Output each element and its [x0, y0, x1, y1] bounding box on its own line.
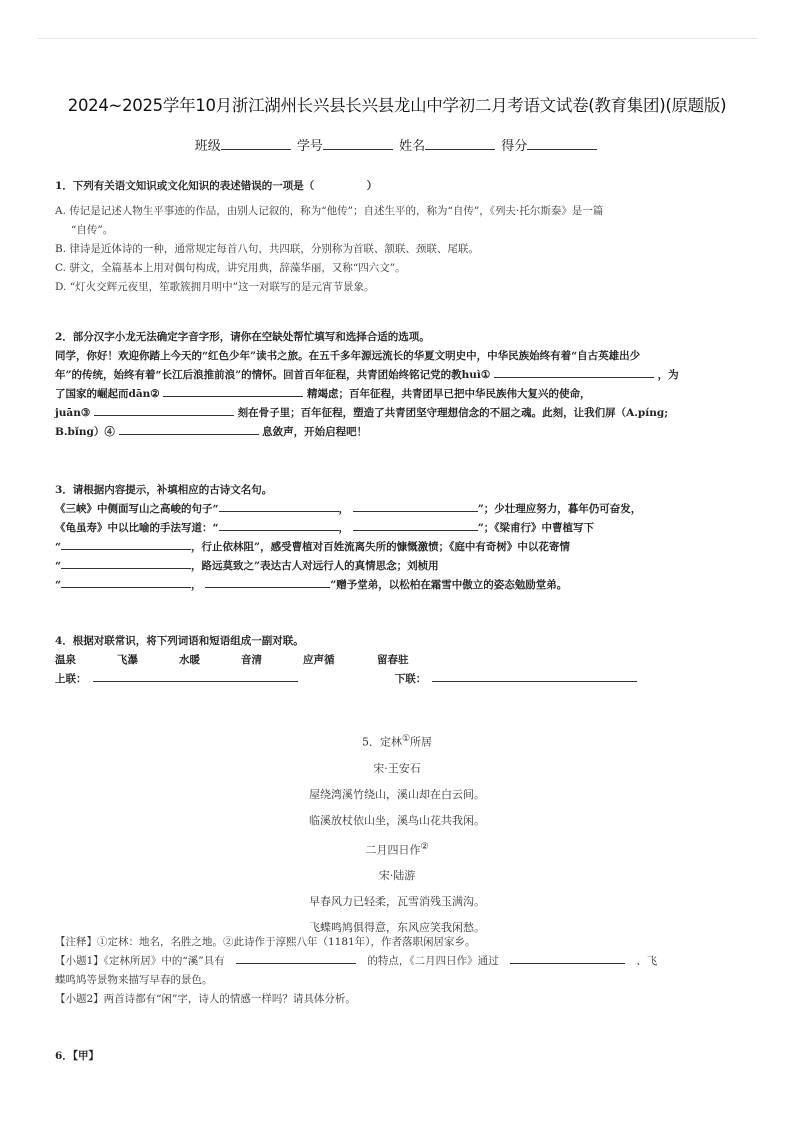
q3-blank-5[interactable] — [61, 538, 191, 550]
q2-blank-3[interactable] — [94, 404, 234, 416]
q1-option-b: B. 律诗是近体诗的一种，通常规定每首八句，共四联，分别称为首联、颔联、颈联、尾联。 — [55, 243, 479, 255]
question-3 — [55, 481, 745, 595]
page-title: 2024~2025学年10月浙江湖州长兴县长兴县龙山中学初二月考语文试卷(教育集团)(原题版) — [67, 96, 727, 115]
q3-line-1: 《三峡》中侧面写山之高峻的句子“ ， ”；少壮理应努力，暮年仍可奋发， — [55, 500, 745, 519]
q4-word-list — [55, 651, 745, 670]
q1-option-a: A. 传记是记述人物生平事迹的作品，由别人记叙的，称为“他传”；自述生平的，称为“自传”，《列夫·托尔斯泰》是一篇 — [55, 205, 604, 217]
q4-word: 应声循 — [303, 654, 335, 666]
q3-blank-6[interactable] — [61, 557, 191, 569]
q3-blank-1[interactable] — [219, 500, 339, 512]
id-label: 学号 — [296, 139, 323, 154]
name-label: 姓名 — [399, 139, 426, 154]
question-1 — [55, 177, 745, 297]
q4-word: 留春驻 — [377, 654, 409, 666]
upper-couplet-label: 上联： — [55, 673, 87, 685]
q1-option-d: D. “灯火交辉元夜里，笙歌簇拥月明中”这一对联写的是元宵节景象。 — [55, 281, 375, 293]
q1-option-c: C. 骈文，全篇基本上用对偶句构成，讲究用典，辞藻华丽，又称“四六文”。 — [55, 262, 406, 274]
subq1-blank-1[interactable] — [236, 952, 356, 964]
score-label: 得分 — [501, 139, 528, 154]
poem-2-title: 二月四日作② — [365, 841, 429, 857]
student-info-row — [0, 135, 794, 154]
q3-stem: 3．请根据内容提示，补填相应的古诗文名句。 — [55, 484, 273, 496]
q1-stem: 1．下列有关语文知识或文化知识的表述错误的一项是（ ） — [55, 180, 378, 192]
subquestion-1-cont: 蝶鸣鸠等景物来描写早春的景色。 — [55, 974, 213, 986]
q4-word: 温泉 — [55, 654, 76, 666]
id-blank — [323, 137, 393, 150]
name-blank — [425, 137, 495, 150]
poem-1-line-1: 屋绕湾溪竹绕山，溪山却在白云间。 — [309, 787, 485, 801]
q3-blank-7[interactable] — [61, 576, 191, 588]
q6-stem: 6．【甲】 — [55, 1050, 100, 1062]
q2-line-2: 年”的传统，始终有着“长江后浪推前浪”的情怀。回首百年征程，共青团始终铭记党的教huì① ，为 — [55, 366, 745, 385]
question-5-subquestions — [55, 933, 745, 1009]
subquestion-2: 【小题2】两首诗都有“闲”字，诗人的情感一样吗？请具体分析。 — [55, 993, 356, 1005]
q3-line-5: “ ， ”赠予堂弟，以松柏在霜雪中傲立的姿态勉励堂弟。 — [55, 576, 745, 595]
class-blank — [221, 137, 291, 150]
q3-line-3: “ ，行止依林阻”，感受曹植对百姓流离失所的慷慨激愤；《庭中有奇树》中以花寄情 — [55, 538, 745, 557]
score-blank — [527, 137, 597, 150]
q3-line-2: 《龟虽寿》中以比喻的手法写道：“ ， ”；《梁甫行》中曹植写下 — [55, 519, 745, 538]
q2-line-1: 同学，你好！欢迎你踏上今天的“红色少年”读书之旅。在五千多年源远流长的华夏文明史中，中华民族始终有着“自古英雄出少 — [55, 350, 641, 362]
top-divider — [38, 38, 758, 39]
q4-word: 音清 — [241, 654, 262, 666]
q2-stem: 2．部分汉字小龙无法确定字音字形，请你在空缺处帮忙填写和选择合适的选项。 — [55, 331, 430, 343]
q3-blank-3[interactable] — [219, 519, 339, 531]
q2-line-3: 了国家的崛起而dān② 精竭虑；百年征程，共青团早已把中华民族伟大复兴的使命， — [55, 385, 745, 404]
q4-word: 水暖 — [179, 654, 200, 666]
q2-blank-2[interactable] — [163, 385, 303, 397]
subquestion-1: 【小题1】《定林所居》中的“溪”具有 的特点，《二月四日作》通过 、飞 — [55, 952, 745, 971]
lower-couplet-blank[interactable] — [432, 670, 637, 682]
lower-couplet-label: 下联： — [394, 673, 427, 685]
poem-2-line-1: 早春风力已轻柔，瓦雪消残玉满沟。 — [309, 895, 485, 909]
q4-word: 飞瀑 — [117, 654, 138, 666]
q4-stem: 4．根据对联常识，将下列词语和短语组成一副对联。 — [55, 635, 304, 647]
question-6 — [55, 1047, 745, 1066]
q1-option-a-cont: “自传”。 — [71, 224, 114, 236]
poem-notes: 【注释】①定林：地名，名胜之地。②此诗作于淳熙八年（1181年），作者落职闲居家乡。 — [55, 936, 476, 948]
question-4 — [55, 632, 745, 689]
q3-blank-4[interactable] — [353, 519, 478, 531]
q3-blank-8[interactable] — [205, 576, 330, 588]
poem-2-line-2: 飞蝶鸣鸠俱得意，东风应笑我闲愁。 — [309, 921, 485, 935]
poem-2-author: 宋·陆游 — [378, 869, 416, 883]
q4-couplet-row — [55, 670, 745, 689]
poem-1-line-2: 临溪放杖依山坐，溪鸟山花共我闲。 — [309, 813, 485, 827]
q2-blank-4[interactable] — [119, 423, 259, 435]
q2-line-5: B.bǐnɡ）④ 息敛声，开始启程吧！ — [55, 423, 745, 442]
q2-blank-1[interactable] — [494, 366, 654, 378]
poem-1-author: 宋·王安石 — [373, 761, 421, 775]
poem-1-title: 5．定林①所居 — [361, 734, 433, 749]
upper-couplet-blank[interactable] — [93, 670, 298, 682]
q2-line-4: juān③ 刻在骨子里；百年征程，塑造了共青团坚守理想信念的不屈之魂。此刻，让我们屏（A.pínɡ; — [55, 404, 745, 423]
q3-blank-2[interactable] — [353, 500, 478, 512]
question-5-poems — [0, 726, 794, 941]
subq1-blank-2[interactable] — [510, 952, 625, 964]
q3-line-4: “ ，路远莫致之”表达古人对远行人的真情思念；刘桢用 — [55, 557, 745, 576]
class-label: 班级 — [194, 139, 221, 154]
question-2 — [55, 328, 745, 442]
